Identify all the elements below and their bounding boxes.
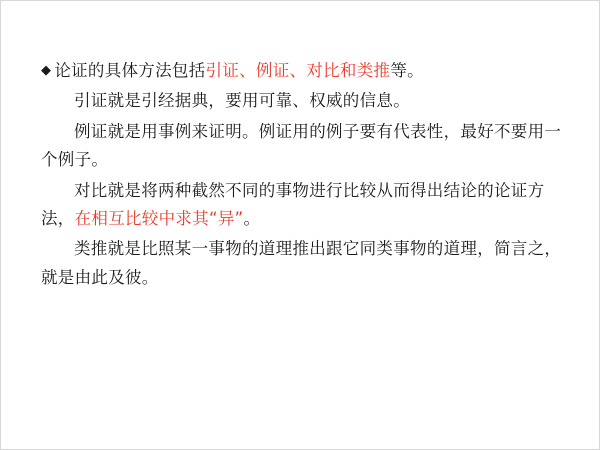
paragraph-1-segment-1: 论证的具体方法包括 bbox=[54, 61, 206, 80]
paragraph-1-segment-2-highlight: 引证、例证、对比和类推 bbox=[205, 61, 391, 80]
paragraph-4-segment-3: 。 bbox=[243, 208, 261, 228]
paragraph-3-text: 例证就是用事例来证明。例证用的例子要有代表性，最好不要用一个例子。 bbox=[41, 121, 562, 170]
bullet-marker-icon: ◆ bbox=[41, 63, 52, 78]
paragraph-3 bbox=[41, 118, 563, 175]
paragraph-2-text: 引证就是引经据典，要用可靠、权威的信息。 bbox=[74, 91, 410, 111]
paragraph-4-segment-1: 对比就是将两种截然不同的事物进行比较从而得出结论的论证方法， bbox=[41, 180, 545, 228]
paragraph-5 bbox=[41, 235, 563, 292]
paragraph-5-text: 类推就是比照某一事物的道理推出跟它同类事物的道理，简言之，就是由此及彼。 bbox=[41, 239, 562, 287]
paragraph-4 bbox=[41, 177, 563, 234]
paragraph-4-segment-2-highlight: 在相互比较中求其“异” bbox=[74, 208, 244, 228]
paragraph-2 bbox=[41, 87, 563, 115]
slide-content bbox=[41, 57, 563, 294]
bullet-paragraph-1 bbox=[41, 57, 563, 85]
paragraph-1-segment-3: 等。 bbox=[390, 61, 424, 80]
